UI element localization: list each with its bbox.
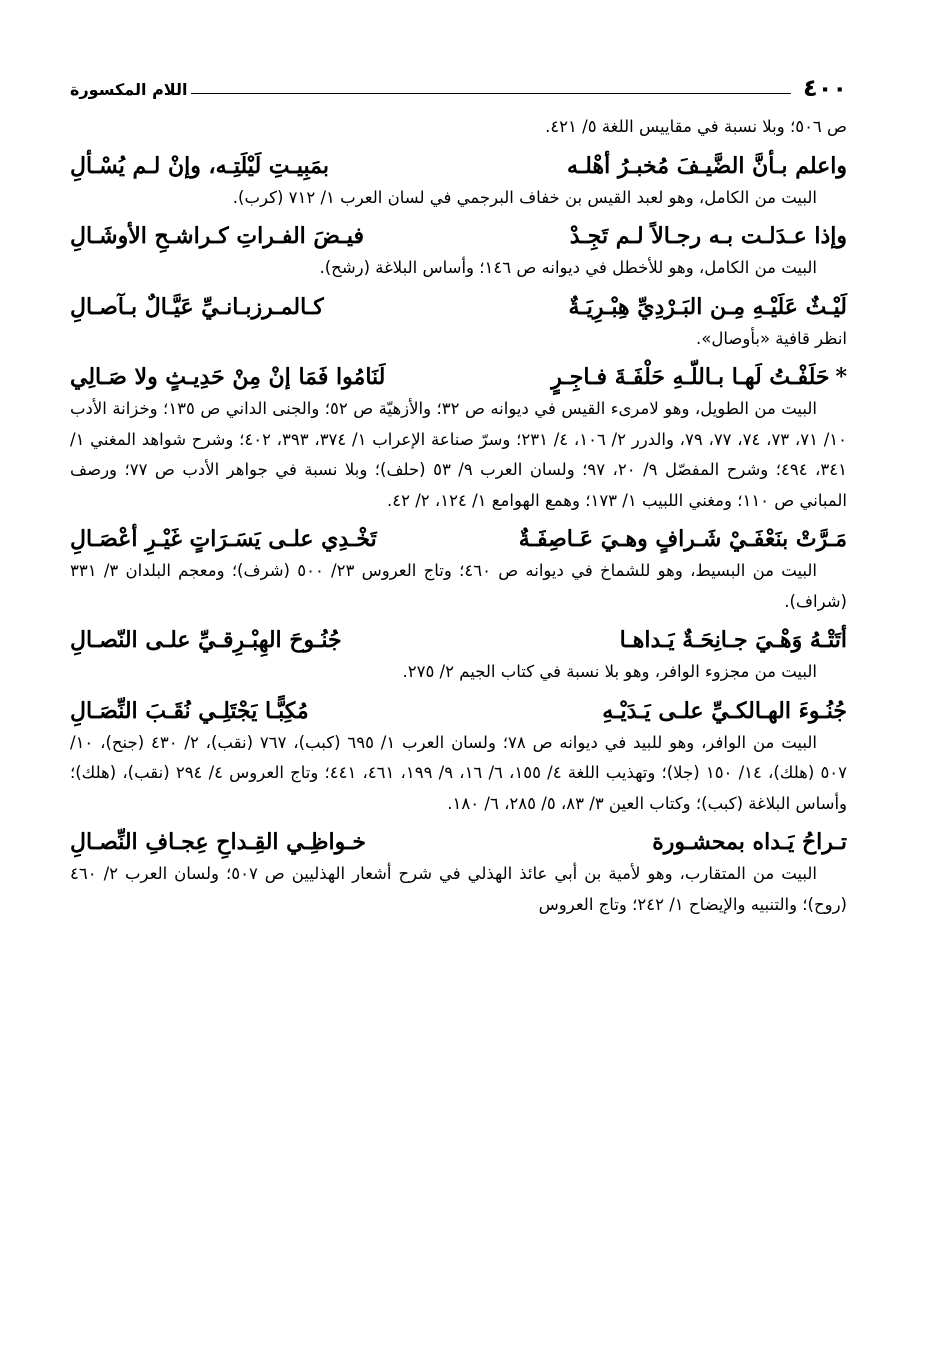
first-hemistich: جُنُـوءَ الهـالكـيِّ علـى يَـدَيْـهِ [602, 697, 847, 724]
second-hemistich: جُنُـوحَ الهِبْـرِقـيِّ علـى النّصـالِ [70, 627, 342, 653]
second-hemistich: كـالمـرزبـانـيِّ عَيَّـالٌ بـآصـالِ [70, 293, 324, 320]
lead-text: ص ٥٠٦؛ وبلا نسبة في مقاييس اللغة ٥/ ٤٢١. [545, 117, 847, 136]
entry-7 [70, 694, 847, 820]
entry-4 [70, 360, 847, 516]
first-hemistich: مَـرَّتْ بنَعْفَـيْ شَـرافٍ وهـيَ عَـاصِفَـةٌ [518, 526, 847, 552]
running-title: اللام المكسورة [70, 80, 188, 99]
first-hemistich [551, 360, 847, 394]
second-hemistich: مُكِبًّـا يَجْتَلِـي نُقَـبَ النِّصَـالِ [70, 697, 309, 724]
entry-6 [70, 623, 847, 688]
first-hemistich: وإذا عـدَلـت بـه رجـالاً لـم تَجِـدْ [569, 223, 847, 249]
second-hemistich: بمَبِيـتِ لَيْلَتِـه، وإنْ لـم يُسْـألِ [70, 152, 329, 179]
first-hemistich-text: حَلَفْـتُ لَهـا بـاللّـهِ حَلْفَـةَ فـاجِـرٍ [551, 364, 830, 390]
first-hemistich: لَيْـثٌ عَلَيْـهِ مِـن البَـرْدِيِّ هِبْـرِيَـةٌ [568, 293, 847, 320]
page-header [70, 70, 847, 100]
second-hemistich: لَنَامُوا فَمَا إنْ مِنْ حَدِيـثٍ ولا صَـالِي [70, 364, 386, 390]
verse-line [70, 623, 847, 657]
second-hemistich: فيـضَ الفـراتِ كـراشـحِ الأوشَـالِ [70, 223, 364, 249]
entry-3 [70, 290, 847, 355]
verse-note: البيت من البسيط، وهو للشماخ في ديوانه ص ٤٦٠؛ وتاج العروس ٢٣/ ٥٠٠ (شرف)؛ ومعجم البلدان ٣/ ٣٣١ (شراف). [70, 561, 847, 611]
verse-note: البيت من الكامل، وهو لعبد القيس بن خفاف البرجمي في لسان العرب ١/ ٧١٢ (كرب). [232, 187, 817, 207]
first-hemistich: تـراحُ يَـداه بمحشـورة [652, 829, 847, 855]
asterisk-marker: * [835, 364, 847, 390]
verse-note: البيت من الطويل، وهو لامرىء القيس في ديوانه ص ٣٢؛ والأزهيّة ص ٥٢؛ والجنى الداني ص ١٣٥؛ وخزانة الأدب ١٠/ ٧١، ٧٣، ٧٤، ٧٧، ٧٩، والدرر ٢/ ١٠٦، ٤/ ٢٣١؛ وسرّ صناعة الإعراب ١/ ٣٧٤، ٣٩٣، ٤٠٢؛ وشرح شواهد المغني ١/ ٣٤١، ٤٩٤؛ وشرح المفصّل ٩/ ٢٠، ٩٧؛ ولسان العرب ٩/ ٥٣ (حلف)؛ وبلا نسبة في جواهر الأدب ص ٧٧؛ ورصف المباني ص ١١٠؛ ومغني اللبيب ١/ ١٧٣؛ وهمع الهوامع ١/ ١٢٤، ٢/ ٤٢. [70, 399, 848, 510]
verse-line [70, 149, 847, 183]
verse-line [70, 360, 847, 394]
verse-line [70, 219, 847, 253]
second-hemistich: خـواظِـي القِـداحِ عِجـافِ النِّصـالِ [70, 829, 366, 855]
page-number: ٤٠٠ [803, 74, 847, 102]
verse-line [70, 522, 847, 556]
second-hemistich: تَخْـدِي علـى يَسَـرَاتٍ غَيْـرِ أعْصَـالِ [70, 526, 377, 552]
verse-note: البيت من الكامل، وهو للأخطل في ديوانه ص ١٤٦؛ وأساس البلاغة (رشح). [319, 258, 817, 277]
verse-note: البيت من الوافر، وهو للبيد في ديوانه ص ٧٨؛ ولسان العرب ١/ ٦٩٥ (كبب)، ٧٦٧ (نقب)، ٢/ ٤٣٠ (جنح)، ١٠/ ٥٠٧ (هلك)، ١٤/ ١٥٠ (جلا)؛ وتهذيب اللغة ٤/ ١٥٥، ٦/ ١٦، ٩/ ١٩٩، ٤٦١، ٤٤١؛ وتاج العروس ٤/ ٢٩٤ (نقب)، (هلك)؛ وأساس البلاغة (كبب)؛ وكتاب العين ٣/ ٨٣، ٥/ ٢٨٥، ٦/ ١٨٠. [70, 732, 848, 813]
entry-5 [70, 522, 847, 617]
entry-2 [70, 219, 847, 284]
verse-line [70, 290, 847, 324]
entry-1 [70, 149, 847, 214]
first-hemistich: أتَتْـهُ وَهْـيَ جـانِحَـةٌ يَـداهـا [619, 627, 847, 653]
verse-note: البيت من المتقارب، وهو لأمية بن أبي عائذ الهذلي في شرح أشعار الهذليين ص ٥٠٧؛ ولسان العرب ٢/ ٤٦٠ (روح)؛ والتنبيه والإيضاح ١/ ٢٤٢؛ وتاج العروس [70, 864, 847, 914]
verse-line [70, 694, 847, 728]
verse-line [70, 825, 847, 859]
header-rule [191, 93, 791, 94]
verse-note: البيت من مجزوء الوافر، وهو بلا نسبة في كتاب الجيم ٢/ ٢٧٥. [402, 662, 817, 681]
entry-8 [70, 825, 847, 920]
first-hemistich: واعلم بـأنَّ الضَّيـفَ مُخبـرُ أهْلـه [566, 152, 847, 179]
verse-note: انظر قافية «بأوصال». [696, 328, 847, 348]
